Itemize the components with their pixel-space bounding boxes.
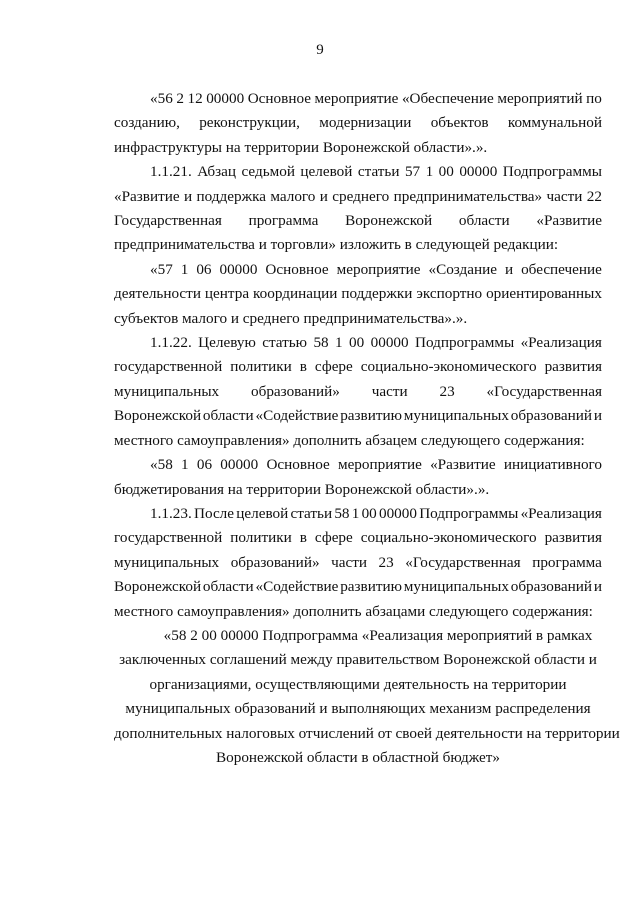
text-line-content [114,404,602,428]
word: сфере [314,529,353,547]
word: реконструкции, [199,114,300,132]
word: 00 [361,504,377,522]
word: сфере [314,358,353,376]
word: 00 [349,334,365,352]
word: экспортно [416,285,483,303]
word: Государственная [114,212,222,230]
word: «57 [150,260,173,278]
word: инициативного [503,456,602,474]
word: седьмой [241,163,295,181]
word: области [458,212,510,230]
word: и [504,260,514,278]
text-line-content [114,526,602,550]
word: «Создание [428,260,497,278]
text-line: местного самоуправления» дополнить абзацами следующего содержания: [114,602,593,620]
word: в [299,529,307,547]
word: политики [230,358,292,376]
word: 22 [586,187,602,205]
word: 23 [439,382,455,400]
text-line: инфраструктуры на территории Воронежской области».». [114,138,488,156]
word: 00000 [459,163,498,181]
word: «56 [150,90,173,107]
word: Воронежской [345,212,433,230]
word: муниципальных [403,578,509,596]
text-line-content [114,282,602,306]
word: 23 [378,553,394,571]
text-line-content [114,575,602,599]
text-line: местного самоуправления» дополнить абзацем следующего содержания: [114,431,585,449]
word: целевой [236,504,289,522]
word: развития [544,529,602,547]
text-line: дополнительных налоговых отчислений от своей деятельности на территории [114,724,620,742]
word: 1 [351,504,360,522]
text-line-justified [114,551,602,575]
page-number: 9 [316,42,324,58]
word: части [371,382,408,400]
word: Основное [266,456,330,474]
word: 1 [181,456,189,474]
word: и [183,187,193,205]
text-line-content [150,87,602,111]
word: образований» [251,382,340,400]
word: статью [262,334,308,352]
word: образований [510,407,592,425]
word: социально-экономического [360,358,537,376]
word: 58 [313,334,329,352]
word: Подпрограммы [415,334,515,352]
word: развития [544,358,602,376]
word: «Развитие [114,187,180,205]
word: 1.1.22. [150,334,192,352]
word: и [319,187,328,205]
word: коммунальной [507,114,602,132]
text-line-content [114,185,602,209]
word: 58 [334,504,350,522]
text-line [114,258,602,282]
word: 2 [176,90,184,107]
word: и [593,407,602,425]
word: 1 [335,334,343,352]
word: мероприятие [336,260,421,278]
word: «Реализация [520,334,602,352]
word: поддержки [341,285,413,303]
word: в [299,358,307,376]
text-line [114,526,602,550]
text-line: «58 2 00 00000 Подпрограмма «Реализация мероприятий в рамках [163,626,593,644]
word: части [331,553,367,571]
word: среднего [332,187,390,205]
text-line: муниципальных образований и выполняющих механизм распределения [125,700,591,718]
text-line-justified [114,111,602,135]
text-line-content [114,355,602,379]
text-line-content [150,502,602,526]
word: 00000 [370,334,409,352]
text-line: предпринимательства и торговли» изложить в следующей редакции: [114,236,559,254]
word: 00000 [206,90,245,107]
text-line [114,453,602,477]
paragraph-1-1-23 [114,502,602,624]
word: государственной [114,529,223,547]
word: «Реализация [520,504,602,522]
text-line-content [150,453,602,477]
text-line-justified [114,380,602,404]
text-line: организациями, осуществляющими деятельность на территории [149,675,567,693]
text-line-content [150,331,602,355]
word: мероприятие [337,456,422,474]
word: 1 [180,260,189,278]
word: статьи [357,163,400,181]
word: части [546,187,583,205]
text-line-content [150,258,602,282]
paragraph-57-1-06 [114,258,602,331]
word: поддержка [196,187,266,205]
word: «Развитие [536,212,602,230]
paragraph-58-2-00-centered [114,624,620,770]
text-line [114,331,602,355]
word: 06 [196,456,213,474]
text-line [114,355,602,379]
paragraph-58-1-06 [114,453,602,502]
word: предпринимательства» [393,187,543,205]
word: созданию, [114,114,180,132]
word: целевой [300,163,353,181]
word: «Содействие [255,407,339,425]
word: муниципальных [114,382,220,400]
word: модернизации [319,114,412,132]
word: Абзац [197,163,237,181]
word: Воронежской [114,407,202,425]
word: ориентированных [486,285,602,303]
word: статьи [290,504,333,522]
word: образований» [230,553,320,571]
word: муниципальных [403,407,509,425]
word: программа [532,553,602,571]
text-line [114,404,602,428]
word: развитию [340,407,402,425]
paragraph-56-2-12 [114,87,602,160]
word: государственной [114,358,223,376]
word: 00000 [219,260,258,278]
word: 06 [196,260,212,278]
text-line-content [150,160,602,184]
word: После [194,504,235,522]
word: «Развитие [430,456,496,474]
word: развитию [340,578,402,596]
word: «Государственная [486,382,602,400]
word: центра [204,285,250,303]
word: малого [270,187,316,205]
paragraph-1-1-22 [114,331,602,453]
word: Целевую [198,334,256,352]
text-line: заключенных соглашений между правительством Воронежской области и [119,651,597,669]
word: 1.1.23. [150,504,192,522]
word: 12 [187,90,203,107]
word: «Обеспечение [401,90,494,107]
text-line: Воронежской области в областной бюджет» [216,748,500,766]
word: программа [248,212,319,230]
word: «Государственная [405,553,521,571]
word: координации [253,285,338,303]
word: «58 [150,456,173,474]
text-line [114,575,602,599]
word: политики [230,529,292,547]
word: Подпрограммы [419,504,519,522]
word: муниципальных [114,553,220,571]
text-line: бюджетирования на территории Воронежской области».». [114,480,490,498]
word: и [593,578,602,596]
word: социально-экономического [360,529,537,547]
word: по [586,90,602,107]
word: Основное [247,90,311,107]
document-body [114,87,620,770]
word: образований [510,578,592,596]
text-line [114,160,602,184]
word: 00000 [220,456,259,474]
word: Подпрограммы [502,163,602,181]
word: объектов [430,114,489,132]
word: деятельности [114,285,201,303]
text-line-justified [114,209,602,233]
word: Основное [265,260,329,278]
word: области [202,407,254,425]
word: 1 [425,163,434,181]
word: Воронежской [114,578,202,596]
word: обеспечение [521,260,602,278]
word: области [202,578,254,596]
word: 1.1.21. [150,163,192,181]
word: 57 [404,163,421,181]
word: мероприятие [314,90,399,107]
text-line: субъектов малого и среднего предпринимательства».». [114,309,468,327]
text-line [114,282,602,306]
text-line [114,502,602,526]
text-line [114,87,602,111]
word: мероприятий [497,90,583,107]
text-line [114,185,602,209]
paragraph-1-1-21 [114,160,602,258]
word: 00000 [378,504,417,522]
word: 00 [438,163,454,181]
word: «Содействие [255,578,339,596]
